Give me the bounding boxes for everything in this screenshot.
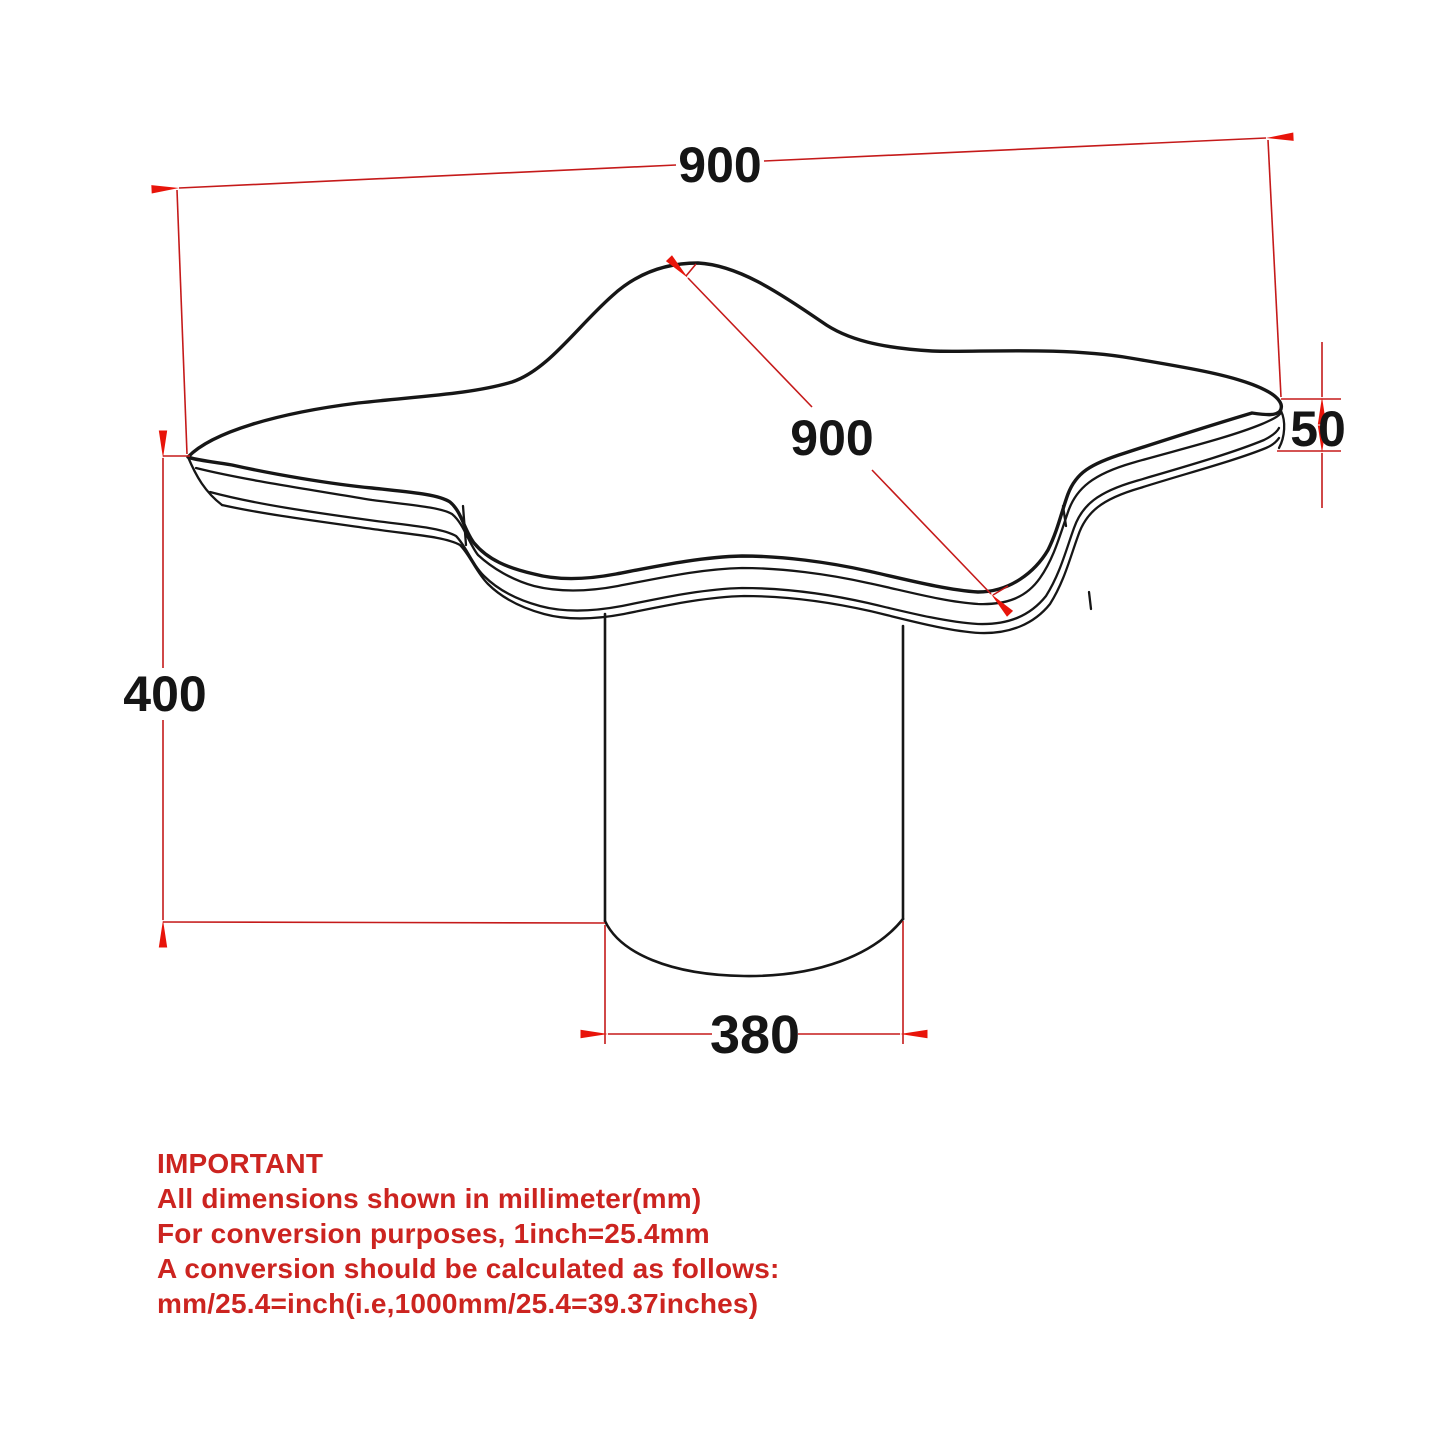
edge-seam-left [463, 506, 466, 545]
dim-label-diagonal: 900 [790, 410, 874, 466]
important-notes [157, 1146, 780, 1321]
extension-line-left [177, 190, 187, 454]
tabletop-outline [188, 263, 1281, 592]
dim-height [163, 456, 605, 923]
dim-label-height: 400 [123, 666, 207, 722]
notes-line: mm/25.4=inch(i.e,1000mm/25.4=39.37inches) [157, 1288, 759, 1319]
tabletop-edge-band [188, 411, 1284, 633]
notes-line: All dimensions shown in millimeter(mm) [157, 1183, 702, 1214]
floor-line [163, 922, 605, 923]
extension-line-right [1268, 140, 1281, 397]
dim-label-base-diameter: 380 [709, 1005, 801, 1065]
pedestal-base [605, 614, 903, 976]
notes-line: A conversion should be calculated as follows: [157, 1253, 780, 1284]
notes-line: For conversion purposes, 1inch=25.4mm [157, 1218, 710, 1249]
dim-label-top-width: 900 [678, 137, 762, 193]
dim-label-thickness: 50 [1290, 401, 1346, 457]
notes-heading: IMPORTANT [157, 1148, 324, 1179]
edge-seam-right [1089, 592, 1091, 609]
